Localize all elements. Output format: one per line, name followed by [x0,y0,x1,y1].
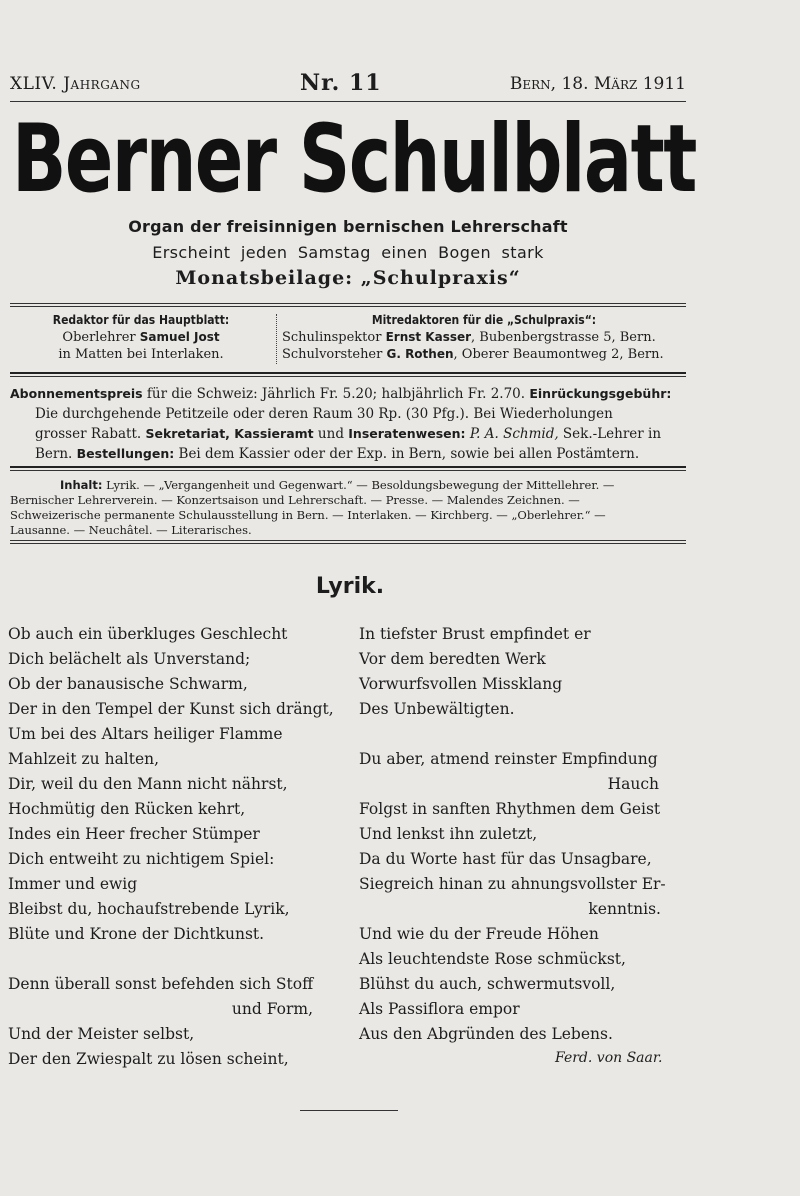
poem-line: In tiefster Brust empfindet er [359,625,591,643]
editors-divider [276,314,277,364]
contents-line-3: Schweizerische permanente Schulausstellung in Bern. — Interlaken. — Kirchberg. — „Oberlehrer.“ — [10,508,606,522]
poem-line: Siegreich hinan zu ahnungsvollster Er- [359,875,666,893]
masthead [10,70,686,100]
subscription-price-text: für die Schweiz: Jährlich Fr. 5.20; halbjährlich Fr. 2.70. [142,386,530,402]
poem-line: Als Passiflora empor [359,1000,520,1018]
poem-left-column [8,622,353,1072]
place-date: Bern, 18. März 1911 [509,74,686,94]
poem-line: Ob auch ein überkluges Geschlecht [8,625,288,643]
poem-line: Um bei des Altars heiliger Flamme [8,725,283,743]
poem-line: Und wie du der Freude Höhen [359,925,599,943]
poem-author: Ferd. von Saar. [555,1050,663,1066]
poem-line: Immer und ewig [8,875,138,893]
table-of-contents [10,478,686,538]
rule-above-subscription [10,372,686,374]
chief-editor-title: Oberlehrer [62,330,140,345]
poem-line: Dich entweiht zu nichtigem Spiel: [8,850,275,868]
subtitle-supplement: Monatsbeilage: „Schulpraxis“ [175,267,521,289]
poem-line: Der in den Tempel der Kunst sich drängt, [8,700,334,718]
poem-line: Blühst du auch, schwermutsvoll, [359,975,616,993]
poem-line: Ob der banausische Schwarm, [8,675,248,693]
poem-line: Mahlzeit zu halten, [8,750,160,768]
subscription-line-2: Die durchgehende Petitzeile oder deren Raum 30 Rp. (30 Pfg.). Bei Wiederholungen [35,406,613,422]
poem-line: Hauch [607,775,659,793]
rule-below-contents [10,540,686,541]
poem-line: Dir, weil du den Mann nicht nährst, [8,775,288,793]
secretariat-and: und [313,426,349,442]
poem-line: Hochmütig den Rücken kehrt, [8,800,246,818]
secretariat-label: Sekretariat, Kassieramt [145,426,314,441]
stanza-gap [8,947,353,972]
masthead-rule [10,101,686,102]
volume-label: XLIV. Jahrgang [10,74,141,94]
poem-title: Lyrik. [315,574,385,599]
poem-line: Aus den Abgründen des Lebens. [359,1025,613,1043]
subscription-block [10,384,686,464]
secretary-place: Bern. [35,446,77,462]
poem-right-column [359,622,689,1047]
rule-above-contents [10,466,686,468]
poem-line: Des Unbewältigten. [359,700,515,718]
co-editor-2-name: G. Rothen [386,347,454,361]
co-editors-heading: Mitredaktoren für die „Schulpraxis“: [371,313,597,327]
poem-line: Der den Zwiespalt zu lösen scheint, [8,1050,289,1068]
editors-block [10,312,686,366]
secretary-role: Sek.-Lehrer in [558,426,662,442]
poem-line: Dich belächelt als Unverstand; [8,650,251,668]
end-rule [300,1110,398,1111]
rule-below-contents-2 [10,543,686,544]
subscription-price-label: Abonnementspreis [10,386,143,401]
contents-line-1-text: Lyrik. — „Vergangenheit und Gegenwart.“ — Besoldungsbewegung der Mittellehrer. — [102,478,615,492]
chief-editor-heading: Redaktor für das Hauptblatt: [52,313,230,327]
orders-text: Bei dem Kassier oder der Exp. in Bern, sowie bei allen Postämtern. [174,446,640,462]
poem-line: Denn überall sonst befehden sich Stoff [8,975,314,993]
poem-line: Als leuchtendste Rose schmückst, [359,950,626,968]
chief-editor-name: Samuel Jost [139,330,220,344]
poem-line: Bleibst du, hochaufstrebende Lyrik, [8,900,290,918]
co-editor-1-address: , Bubenbergstrasse 5, Bern. [471,330,656,345]
issue-number: Nr. 11 [300,70,382,96]
poem-line: Und lenkst ihn zuletzt, [359,825,538,843]
poem-line: kenntnis. [588,900,661,918]
advertising-label: Inseratenwesen: [348,426,466,441]
subtitle-schedule: Erscheint jeden Samstag einen Bogen stark [152,243,544,262]
co-editors [282,312,686,363]
poem-line: Vorwurfsvollen Missklang [359,675,563,693]
rule-above-subscription-2 [10,376,686,377]
co-editor-1-title: Schulinspektor [282,330,386,345]
poem-line: Du aber, atmend reinster Empfindung [359,750,658,768]
subscription-line-1 [10,384,686,404]
subscription-line-3 [10,424,686,444]
secretary-name: P. A. Schmid, [465,426,559,442]
subtitle-organ: Organ der freisinnigen bernischen Lehrerschaft [128,217,568,236]
contents-line-1 [10,478,686,493]
poem-line: Und der Meister selbst, [8,1025,195,1043]
contents-line-2: Bernischer Lehrerverein. — Konzertsaison und Lehrerschaft. — Presse. — Malendes Zeichnen. — [10,493,580,507]
newspaper-title: Berner Schulblatt [12,105,696,214]
poem-line: Blüte und Krone der Dichtkunst. [8,925,265,943]
chief-editor-place: in Matten bei Interlaken. [58,347,224,362]
subscription-line-4 [10,444,686,464]
poem-line: Folgst in sanften Rhythmen dem Geist [359,800,661,818]
poem-line: Vor dem beredten Werk [359,650,546,668]
contents-line-4: Lausanne. — Neuchâtel. — Literarisches. [10,523,252,537]
rule-above-contents-2 [10,470,686,471]
chief-editor [10,312,272,363]
poem-line: Indes ein Heer frecher Stümper [8,825,260,843]
insertion-fee-label: Einrückungsgebühr: [529,386,672,401]
poem-line: und Form, [231,1000,313,1018]
co-editor-1-name: Ernst Kasser [385,330,472,344]
poem-line: Da du Worte hast für das Unsagbare, [359,850,652,868]
contents-label: Inhalt: [60,478,103,492]
co-editor-2-title: Schulvorsteher [282,347,387,362]
discount-text: grosser Rabatt. [35,426,146,442]
stanza-gap [359,722,689,747]
co-editor-2-address: , Oberer Beaumontweg 2, Bern. [453,347,664,362]
rule-above-editors [10,303,686,304]
orders-label: Bestellungen: [76,446,175,461]
rule-above-editors-2 [10,306,686,307]
